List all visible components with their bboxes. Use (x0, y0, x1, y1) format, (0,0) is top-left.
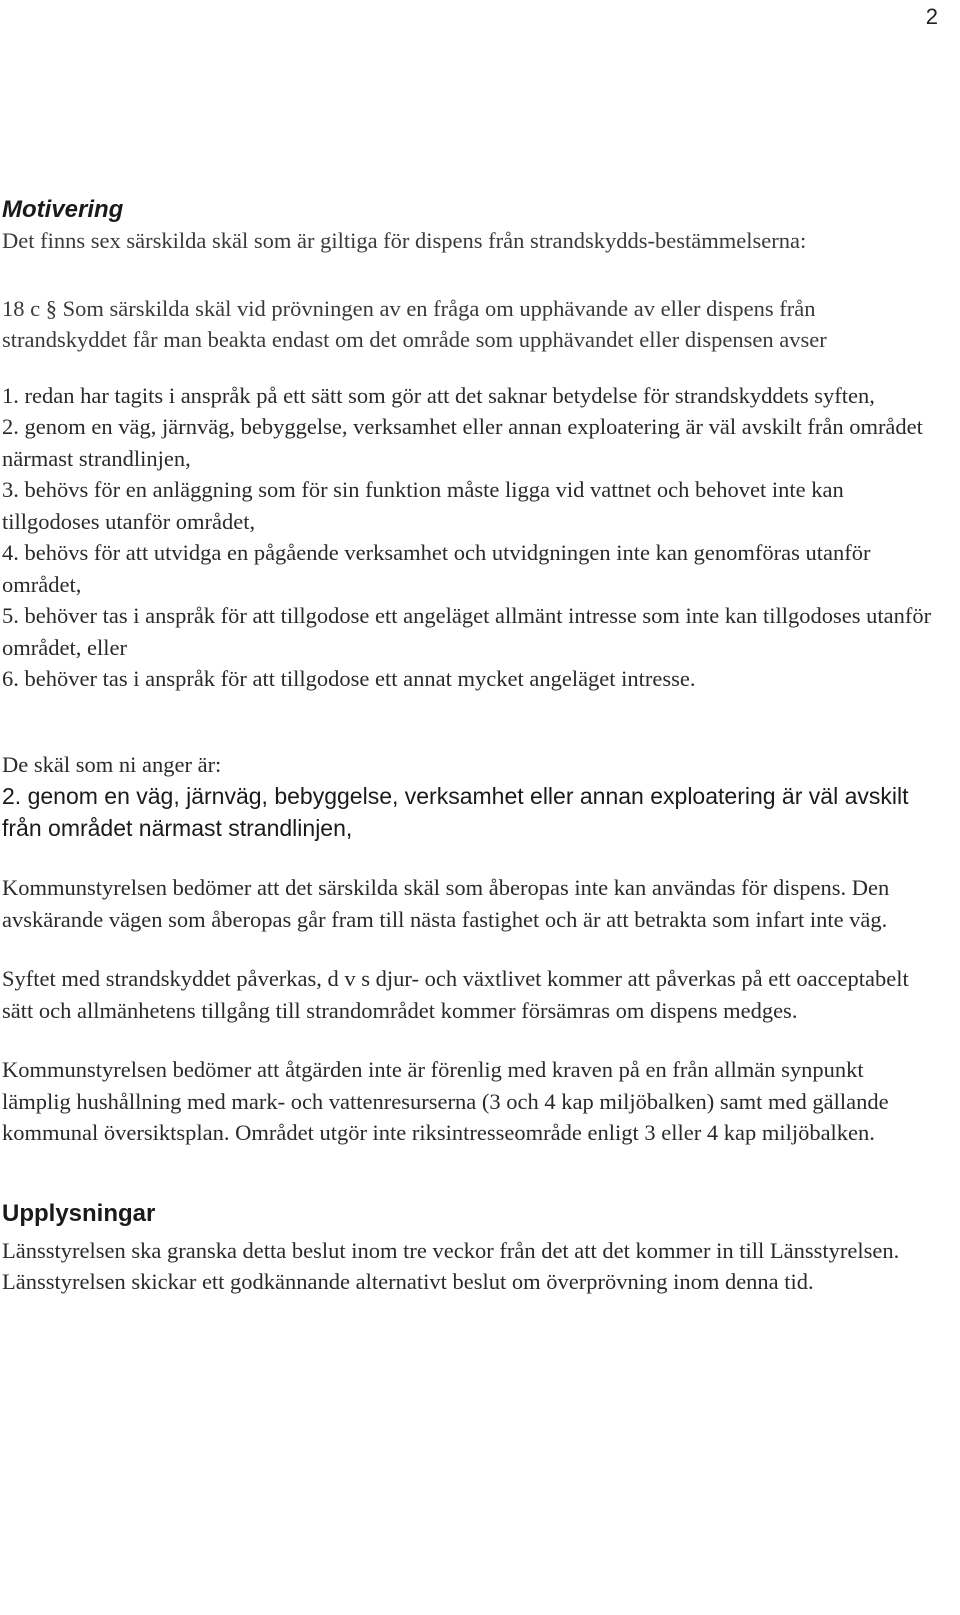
reason-item: 3. behövs för en anläggning som för sin funktion måste ligga vid vattnet och behovet inte kan tillgodoses utanför området, (2, 477, 844, 534)
reason-item: 2. genom en väg, järnväg, bebyggelse, verksamhet eller annan exploatering är väl avskilt från området närmast strandlinjen, (2, 414, 923, 471)
stated-reason: 2. genom en väg, järnväg, bebyggelse, verksamhet eller annan exploatering är väl avskilt från området närmast strandlinjen, (2, 783, 909, 841)
upplysningar-heading: Upplysningar (2, 1199, 156, 1227)
reason-item: 5. behöver tas i anspråk för att tillgodose ett angeläget allmänt intresse som inte kan tillgodoses utanför området, eller (2, 603, 932, 660)
assessment-paragraph-1: Kommunstyrelsen bedömer att det särskilda skäl som åberopas inte kan användas för dispens. Den avskärande vägen som åberopas går fram till nästa fastighet och är att betrakta som infart inte väg. (2, 875, 890, 932)
reason-item: 4. behövs för att utvidga en pågående verksamhet och utvidgningen inte kan genomföras utanför området, (2, 540, 871, 597)
assessment-paragraph-3: Kommunstyrelsen bedömer att åtgärden inte är förenlig med kraven på en från allmän synpunkt lämplig hushållning med mark- och vattenresurserna (3 och 4 kap miljöbalken) samt med gällande kommunal översiktsplan. Området utgör inte riksintresseområde enligt 3 eller 4 kap miljöbalken. (2, 1057, 889, 1145)
law-paragraph: 18 c § Som särskilda skäl vid prövningen av en fråga om upphävande av eller dispens från strandskyddet får man beakta endast om det område som upphävandet eller dispensen avser (2, 295, 827, 352)
stated-reason-label: De skäl som ni anger är: (2, 751, 222, 777)
motivering-intro: Det finns sex särskilda skäl som är giltiga för dispens från strandskydds-bestämmelserna: (2, 228, 807, 253)
document-body (2, 195, 932, 1298)
reason-item: 6. behöver tas i anspråk för att tillgodose ett annat mycket angeläget intresse. (2, 666, 696, 691)
assessment-paragraph-2: Syftet med strandskyddet påverkas, d v s djur- och växtlivet kommer att påverkas på ett oacceptabelt sätt och allmänhetens tillgång till strandområdet kommer försämras om dispens medges. (2, 966, 909, 1023)
upplysningar-text: Länsstyrelsen ska granska detta beslut inom tre veckor från det att det kommer in till Länsstyrelsen. Länsstyrelsen skickar ett godkännande alternativt beslut om överprövning inom denna tid. (2, 1237, 900, 1294)
motivering-heading: Motivering (2, 196, 124, 223)
page-number: 2 (925, 4, 938, 29)
reason-item: 1. redan har tagits i anspråk på ett sätt som gör att det saknar betydelse för strandskyddets syften, (2, 382, 875, 408)
reasons-list (2, 380, 932, 695)
